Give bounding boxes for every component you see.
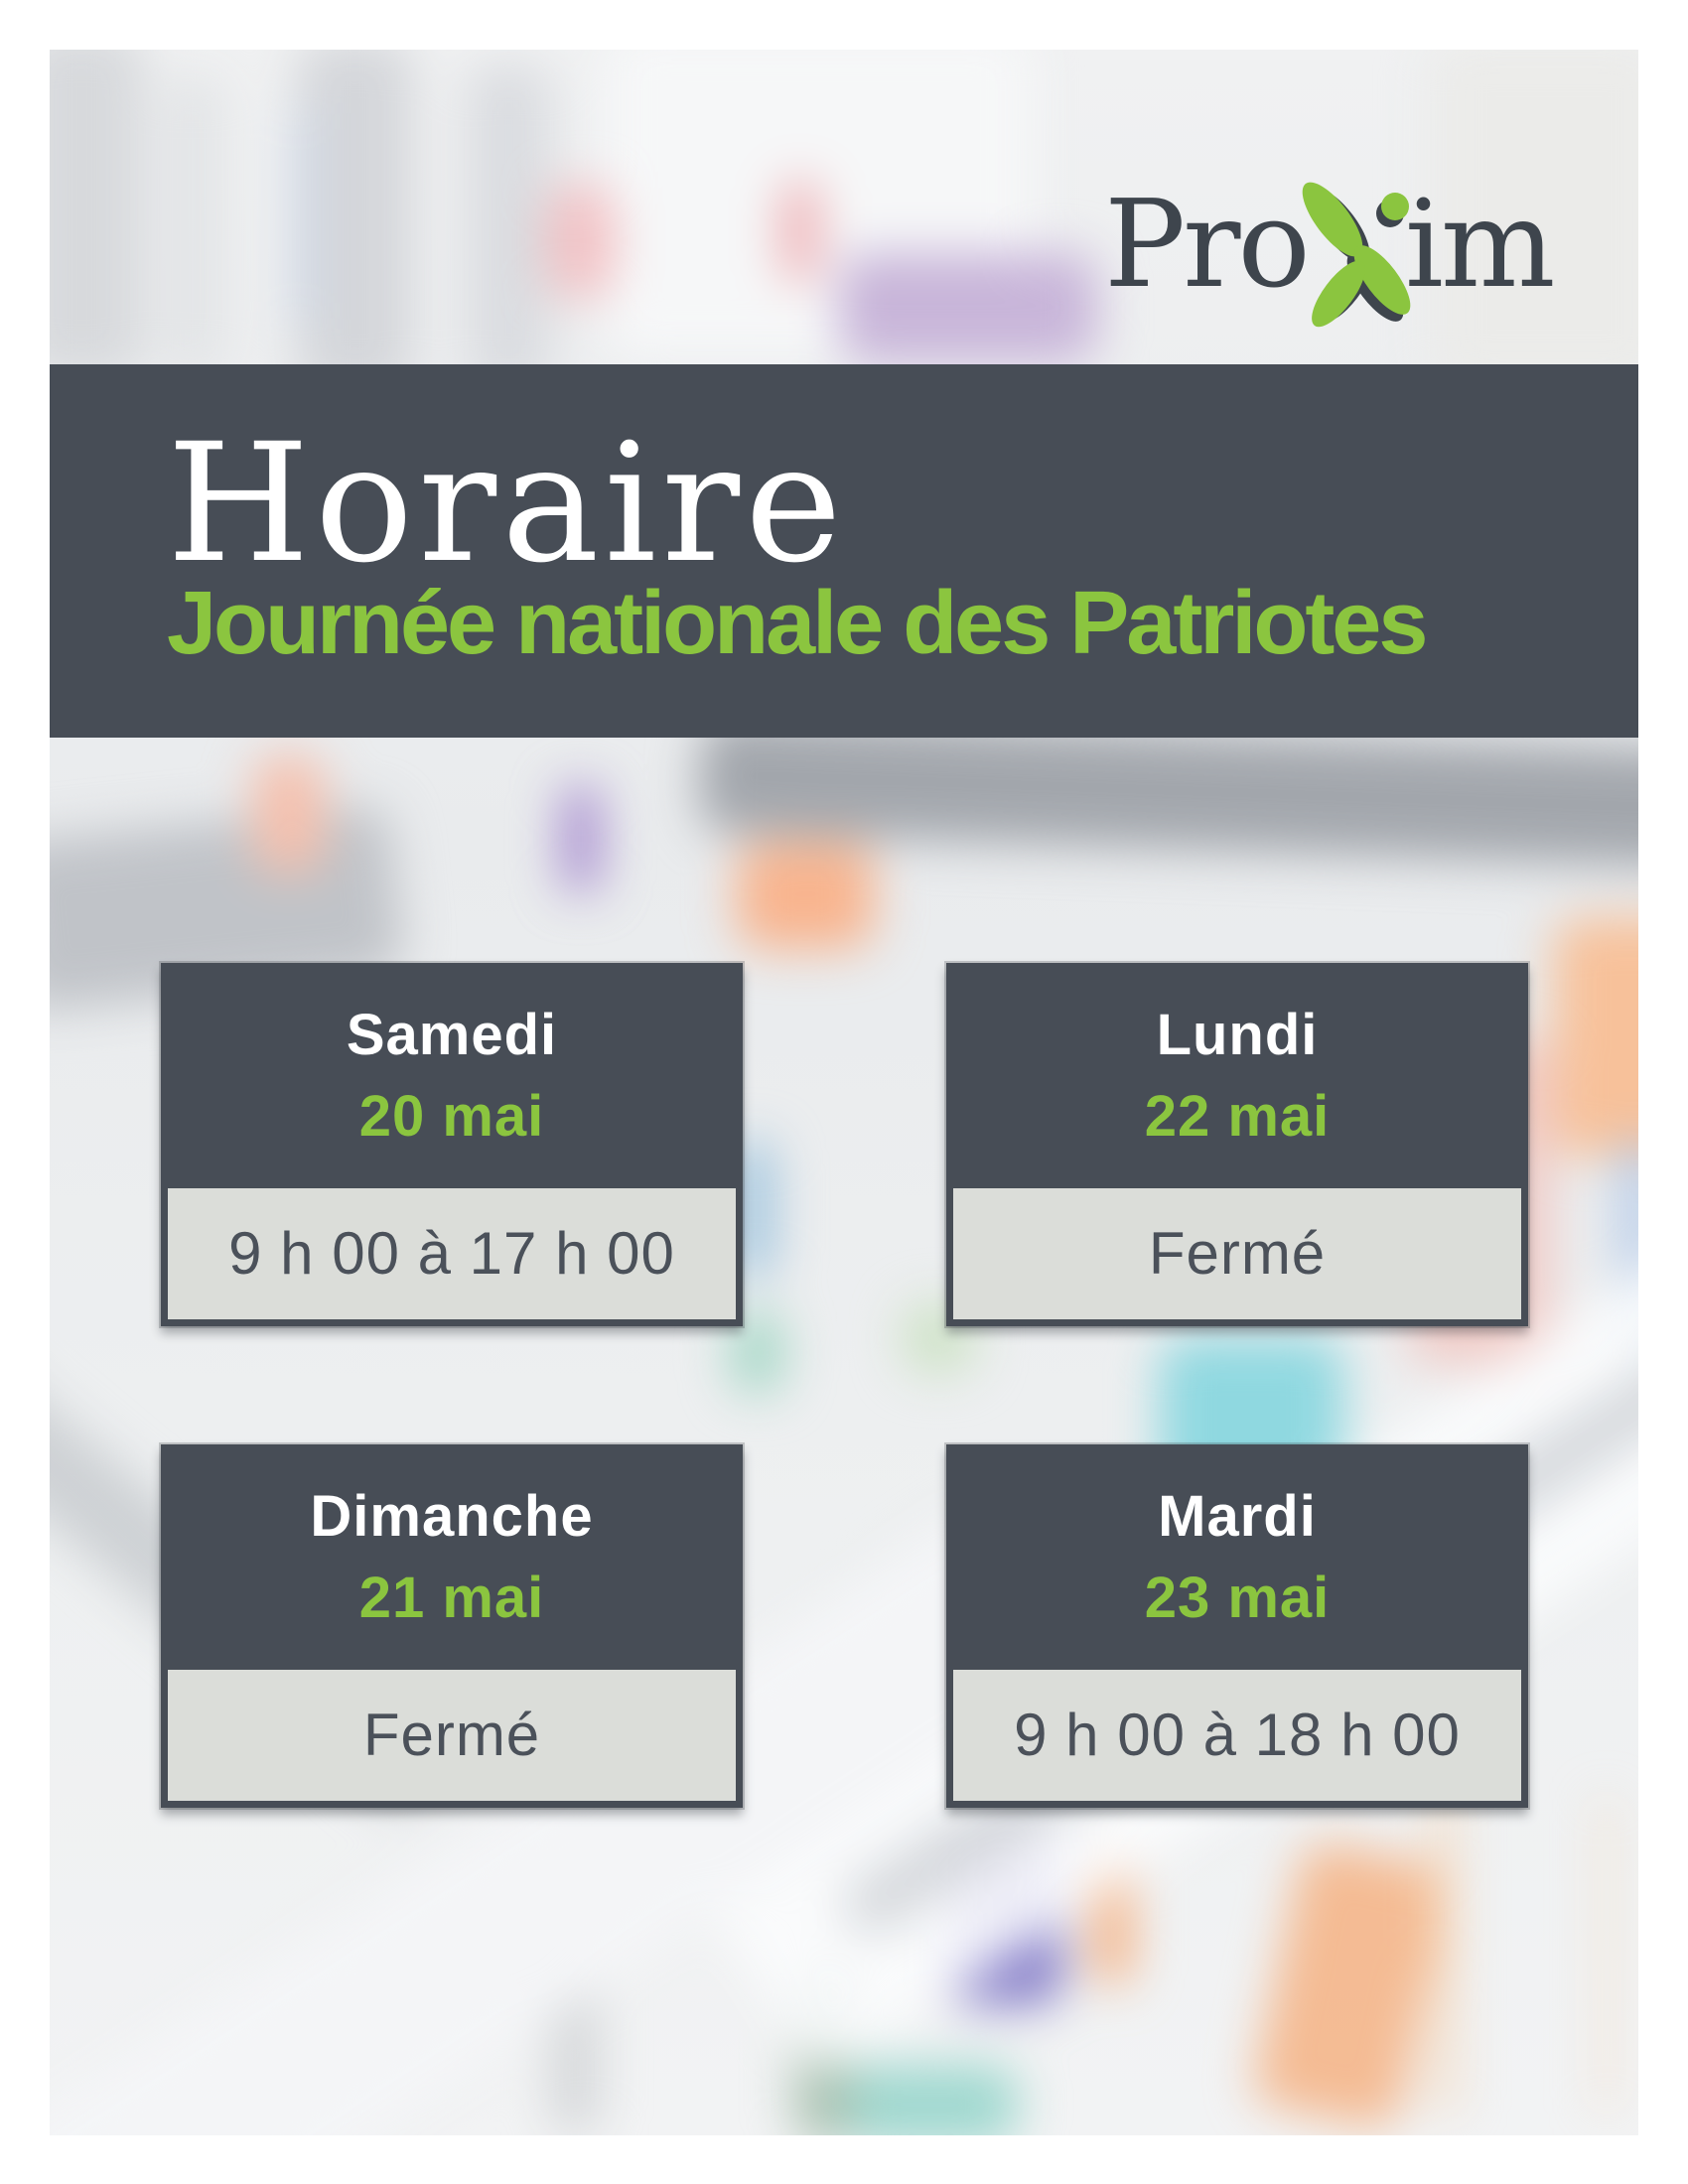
date-label: 22 mai <box>1144 1083 1331 1149</box>
logo-text-pro: Pro <box>1104 174 1308 315</box>
hours-section <box>168 1188 736 1319</box>
day-label: Dimanche <box>310 1483 594 1549</box>
title-banner <box>50 364 1638 738</box>
card-header <box>946 1444 1528 1670</box>
schedule-card-mardi <box>946 1444 1528 1808</box>
day-label: Samedi <box>346 1002 558 1067</box>
date-label: 21 mai <box>358 1565 545 1630</box>
hours-label: Fermé <box>362 1702 541 1768</box>
hours-section <box>168 1670 736 1801</box>
day-label: Mardi <box>1158 1483 1317 1549</box>
logo-text-im: im <box>1404 174 1553 315</box>
poster-subtitle: Journée nationale des Patriotes <box>167 574 1426 673</box>
poster-title: Horaire <box>167 408 847 599</box>
hours-label: Fermé <box>1148 1220 1327 1287</box>
hours-section <box>953 1670 1521 1801</box>
date-label: 23 mai <box>1144 1565 1331 1630</box>
card-header <box>946 963 1528 1188</box>
schedule-card-lundi <box>946 963 1528 1326</box>
day-label: Lundi <box>1156 1002 1319 1067</box>
proxim-logo <box>1104 144 1553 328</box>
butterfly-x-icon <box>1296 144 1417 328</box>
date-label: 20 mai <box>358 1083 545 1149</box>
hours-section <box>953 1188 1521 1319</box>
schedule-card-dimanche <box>161 1444 743 1808</box>
card-header <box>161 963 743 1188</box>
hours-label: 9 h 00 à 17 h 00 <box>228 1220 675 1287</box>
schedule-card-samedi <box>161 963 743 1326</box>
pharmacy-photo-background <box>50 50 1638 2135</box>
hours-label: 9 h 00 à 18 h 00 <box>1014 1702 1461 1768</box>
card-header <box>161 1444 743 1670</box>
